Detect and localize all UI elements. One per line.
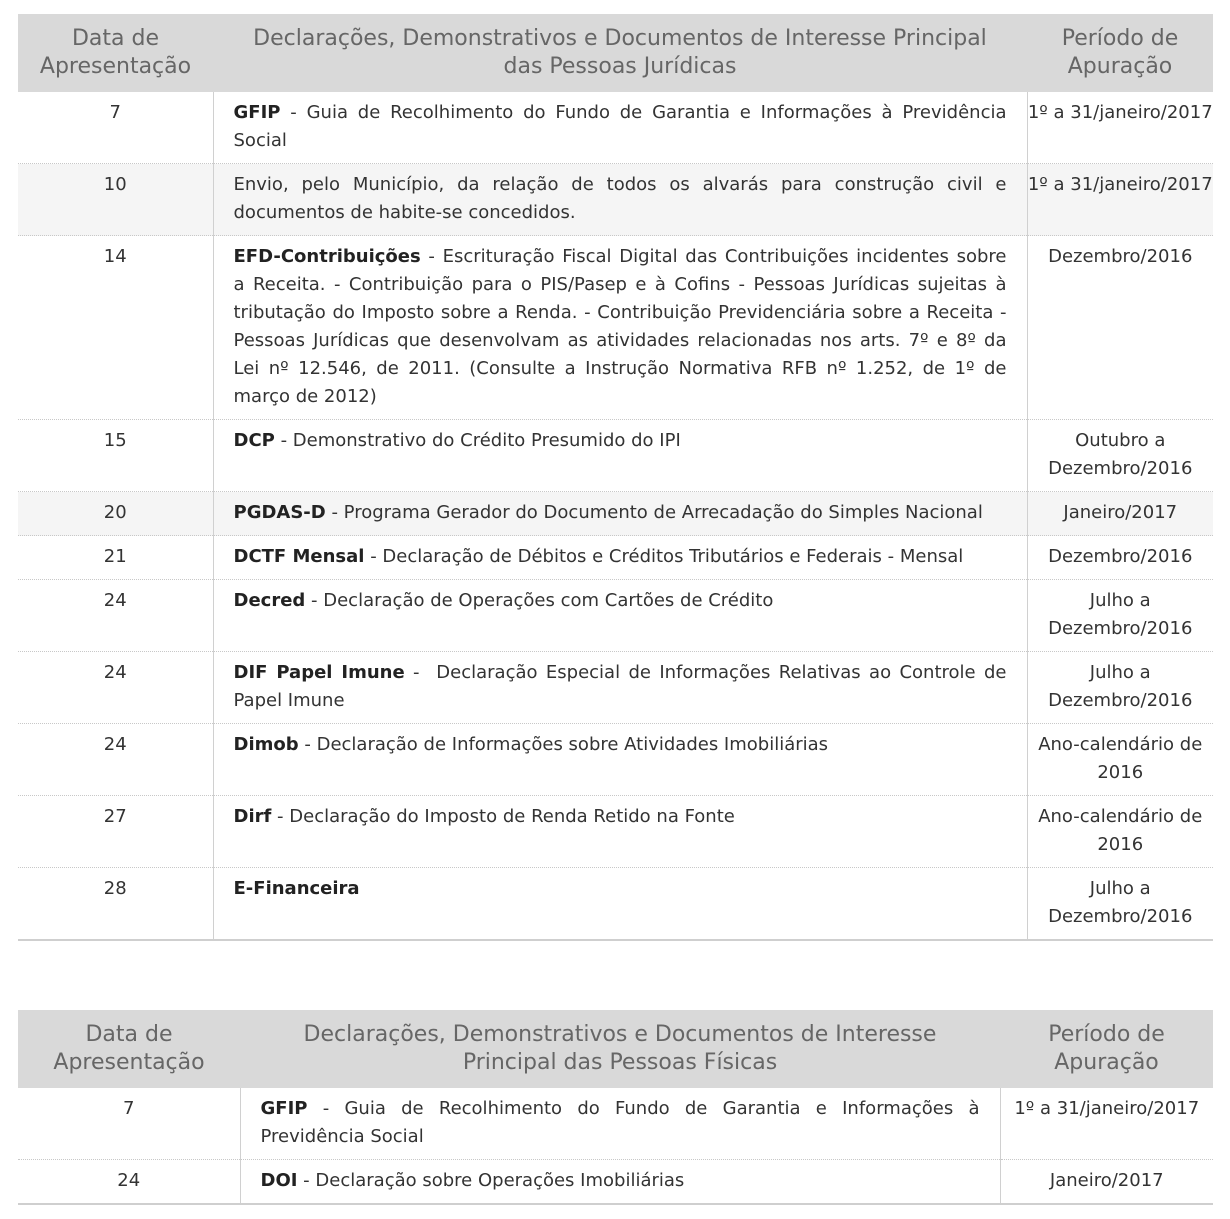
cell-description xyxy=(213,796,1027,868)
separator: - xyxy=(404,662,437,683)
table-row xyxy=(18,652,1213,724)
table-row xyxy=(18,92,1213,164)
document-description: Declaração do Imposto de Renda Retido na Fonte xyxy=(289,806,735,827)
cell-date: 15 xyxy=(18,420,213,492)
separator: - xyxy=(280,102,307,123)
header-description: Declarações, Demonstrativos e Documentos de Interesse Principal das Pessoas Jurídicas xyxy=(213,14,1027,92)
header-period: Período de Apuração xyxy=(1000,1010,1213,1088)
cell-description xyxy=(213,536,1027,580)
cell-date: 21 xyxy=(18,536,213,580)
cell-description xyxy=(213,164,1027,236)
cell-description xyxy=(240,1160,1000,1205)
table-pessoas-juridicas xyxy=(18,14,1213,941)
cell-description xyxy=(213,724,1027,796)
cell-description xyxy=(213,868,1027,941)
table-header-row xyxy=(18,1010,1213,1088)
document-description: Programa Gerador do Documento de Arrecadação do Simples Nacional xyxy=(343,502,983,523)
document-description: Demonstrativo do Crédito Presumido do IPI xyxy=(292,430,681,451)
document-code: PGDAS-D xyxy=(233,502,326,523)
cell-description xyxy=(213,420,1027,492)
cell-date: 7 xyxy=(18,1088,240,1160)
table-row xyxy=(18,1088,1213,1160)
cell-period: Ano-calendário de 2016 xyxy=(1027,796,1213,868)
separator: - xyxy=(305,590,324,611)
cell-description xyxy=(213,92,1027,164)
table-pessoas-fisicas xyxy=(18,1010,1213,1205)
cell-description xyxy=(213,492,1027,536)
cell-date: 20 xyxy=(18,492,213,536)
table-header-row xyxy=(18,14,1213,92)
document-code: E-Financeira xyxy=(233,878,360,899)
document-code: DIF Papel Imune xyxy=(233,662,405,683)
separator: - xyxy=(307,1098,345,1119)
cell-date: 24 xyxy=(18,724,213,796)
separator: - xyxy=(271,806,290,827)
cell-period: 1º a 31/janeiro/2017 xyxy=(1000,1088,1213,1160)
cell-description xyxy=(213,580,1027,652)
cell-date: 27 xyxy=(18,796,213,868)
header-description: Declarações, Demonstrativos e Documentos de Interesse Principal das Pessoas Físicas xyxy=(240,1010,1000,1088)
cell-description xyxy=(240,1088,1000,1160)
document-description: Envio, pelo Município, da relação de todos os alvarás para construção civil e documentos de habite-se concedidos. xyxy=(233,174,1007,223)
document-code: GFIP xyxy=(260,1098,308,1119)
cell-period: Janeiro/2017 xyxy=(1000,1160,1213,1205)
document-description: Declaração sobre Operações Imobiliárias xyxy=(315,1170,685,1191)
document-code: Decred xyxy=(233,590,306,611)
table-row xyxy=(18,796,1213,868)
cell-period: Julho a Dezembro/2016 xyxy=(1027,868,1213,941)
cell-period: Dezembro/2016 xyxy=(1027,536,1213,580)
document-code: DCP xyxy=(233,430,275,451)
separator: - xyxy=(297,1170,316,1191)
cell-period: Julho a Dezembro/2016 xyxy=(1027,580,1213,652)
header-date: Data de Apresentação xyxy=(18,1010,240,1088)
separator: - xyxy=(325,502,344,523)
cell-description xyxy=(213,652,1027,724)
document-code: DOI xyxy=(260,1170,298,1191)
document-description: Declaração de Informações sobre Atividades Imobiliárias xyxy=(316,734,829,755)
cell-date: 24 xyxy=(18,580,213,652)
cell-period: Outubro a Dezembro/2016 xyxy=(1027,420,1213,492)
cell-period: Julho a Dezembro/2016 xyxy=(1027,652,1213,724)
cell-period: Dezembro/2016 xyxy=(1027,236,1213,420)
document-code: DCTF Mensal xyxy=(233,546,365,567)
table-row xyxy=(18,536,1213,580)
table-row xyxy=(18,164,1213,236)
cell-date: 28 xyxy=(18,868,213,941)
cell-date: 7 xyxy=(18,92,213,164)
document-code: Dirf xyxy=(233,806,272,827)
document-description: Declaração Especial de Informações Relativas ao Controle de Papel Imune xyxy=(233,662,1007,711)
separator: - xyxy=(420,246,443,267)
document-code: GFIP xyxy=(233,102,281,123)
table-row xyxy=(18,420,1213,492)
document-code: EFD-Contribuições xyxy=(233,246,421,267)
cell-date: 24 xyxy=(18,1160,240,1205)
table-row xyxy=(18,236,1213,420)
cell-date: 24 xyxy=(18,652,213,724)
separator: - xyxy=(364,546,383,567)
header-period: Período de Apuração xyxy=(1027,14,1213,92)
document-description: Declaração de Operações com Cartões de Crédito xyxy=(323,590,774,611)
document-description: Escrituração Fiscal Digital das Contribuições incidentes sobre a Receita. - Contribuição para o PIS/Pasep e à Cofins - Pessoas Jurídicas sujeitas à tributação do Imposto sobre a Renda. - Contribuição Previdenciária sobre a Receita - Pessoas Jurídicas que desenvolvam as atividades relacionadas nos arts. 7º e 8º da Lei nº 12.546, de 2011. (Consulte a Instrução Normativa RFB nº 1.252, de 1º de março de 2012) xyxy=(233,246,1007,407)
cell-date: 10 xyxy=(18,164,213,236)
document-description: Guia de Recolhimento do Fundo de Garantia e Informações à Previdência Social xyxy=(233,102,1007,151)
cell-period: Janeiro/2017 xyxy=(1027,492,1213,536)
table-row xyxy=(18,492,1213,536)
table-row xyxy=(18,868,1213,941)
table-row xyxy=(18,1160,1213,1205)
cell-date: 14 xyxy=(18,236,213,420)
separator: - xyxy=(298,734,317,755)
table-row xyxy=(18,724,1213,796)
document-code: Dimob xyxy=(233,734,299,755)
cell-period: 1º a 31/janeiro/2017 xyxy=(1027,92,1213,164)
document-description: Guia de Recolhimento do Fundo de Garantia e Informações à Previdência Social xyxy=(260,1098,980,1147)
table-row xyxy=(18,580,1213,652)
separator: - xyxy=(274,430,293,451)
document-description: Declaração de Débitos e Créditos Tributários e Federais - Mensal xyxy=(382,546,964,567)
cell-period: 1º a 31/janeiro/2017 xyxy=(1027,164,1213,236)
header-date: Data de Apresentação xyxy=(18,14,213,92)
cell-description xyxy=(213,236,1027,420)
cell-period: Ano-calendário de 2016 xyxy=(1027,724,1213,796)
